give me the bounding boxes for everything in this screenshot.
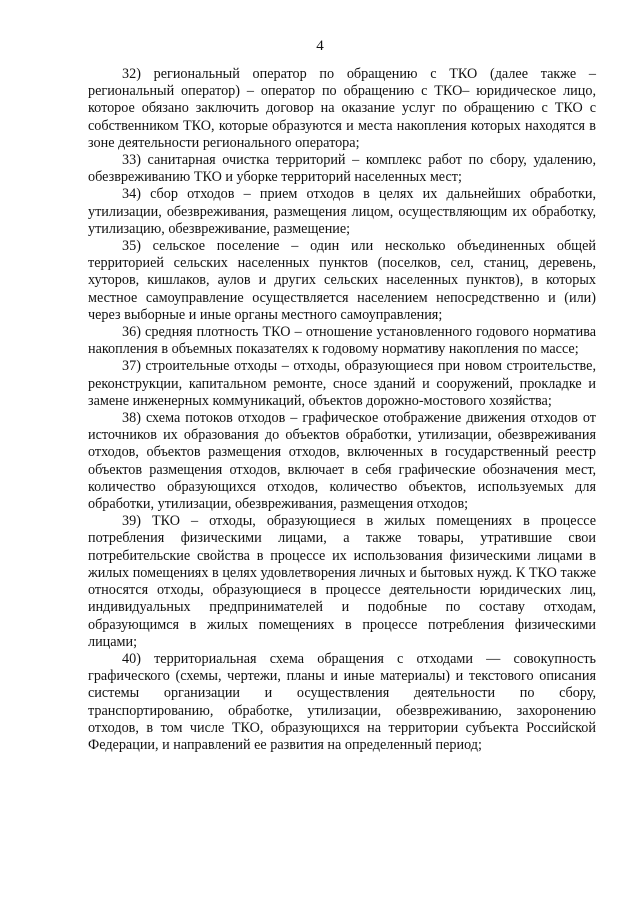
page-number: 4 [316,38,324,54]
definition-paragraph-33: 33) санитарная очистка территорий – комплекс работ по сбору, удалению, обезвреживанию ТКО и уборке территорий населенных мест; [88,152,596,186]
definition-paragraph-36: 36) средняя плотность ТКО – отношение установленного годового норматива накопления в объемных показателях к годовому нормативу накопления по массе; [88,324,596,358]
document-body [88,66,596,754]
definition-paragraph-40: 40) территориальная схема обращения с отходами — совокупность графического (схемы, чертежи, планы и иные материалы) и текстового описания системы организации и осуществления деятельности по сбору, транспортированию, обработке, утилизации, обезвреживанию, захоронению отходов, в том числе ТКО, образующихся на территории субъекта Российской Федерации, и направлений ее развития на определенный период; [88,650,596,753]
definition-paragraph-32: 32) региональный оператор по обращению с ТКО (далее также – региональный оператор) – оператор по обращению с ТКО– юридическое лицо, которое обязано заключить договор на оказание услуг по обращению с ТКО с собственником ТКО, которые образуются и места накопления которых находятся в зоне деятельности регионального оператора; [88,66,596,151]
definition-paragraph-34: 34) сбор отходов – прием отходов в целях их дальнейших обработки, утилизации, обезвреживания, размещения лицом, осуществляющим их обработку, утилизацию, обезвреживание, размещение; [88,186,596,237]
definition-paragraph-38: 38) схема потоков отходов – графическое отображение движения отходов от источников их образования до объектов обработки, утилизации, обезвреживания отходов, объектов размещения отходов, включенных в государственный реестр объектов размещения отходов, включает в себя графические обозначения мест, количество образующихся отходов, количество объектов, используемых для обработки, утилизации, обезвреживания, размещения отходов; [88,410,596,513]
definition-paragraph-37: 37) строительные отходы – отходы, образующиеся при новом строительстве, реконструкции, капитальном ремонте, сносе зданий и сооружений, прокладке и замене инженерных коммуникаций, объектов дорожно-мостового хозяйства; [88,358,596,409]
definition-paragraph-39: 39) ТКО – отходы, образующиеся в жилых помещениях в процессе потребления физическими лицами, а также товары, утратившие свои потребительские свойства в процессе их использования физическими лицами в жилых помещениях в целях удовлетворения личных и бытовых нужд. К ТКО также относятся отходы, образующиеся в процессе деятельности юридических лиц, индивидуальных предпринимателей и подобные по составу отходам, образующимся в жилых помещениях в процессе потребления физическими лицами; [88,513,596,650]
definition-paragraph-35: 35) сельское поселение – один или несколько объединенных общей территорией сельских населенных пунктов (поселков, сел, станиц, деревень, хуторов, кишлаков, аулов и других сельских населенных пунктов), в которых местное самоуправление осуществляется населением непосредственно и (или) через выборные и иные органы местного самоуправления; [88,238,596,323]
